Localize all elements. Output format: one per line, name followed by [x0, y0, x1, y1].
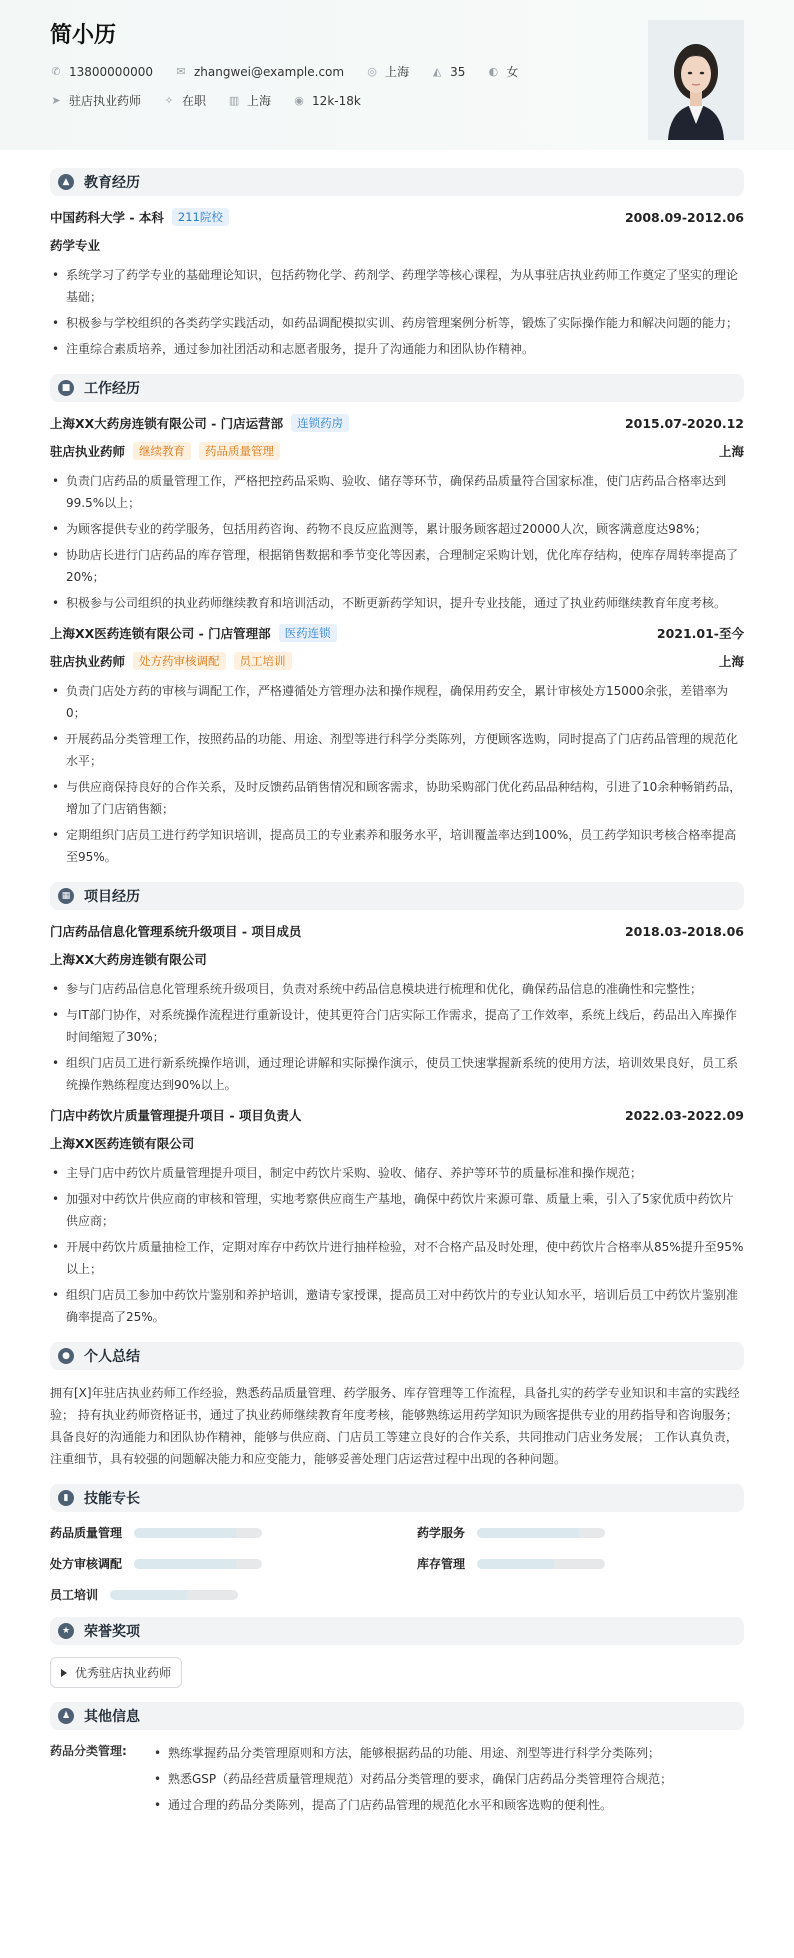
medal-icon: ★: [58, 1623, 74, 1639]
salary-item: [293, 94, 361, 108]
other-content: [50, 1742, 744, 1830]
location-text: 上海: [385, 65, 410, 79]
skill-item: [50, 1555, 377, 1572]
education-title: 教育经历: [84, 175, 140, 191]
award-text: 优秀驻店执业药师: [75, 1666, 172, 1680]
location-icon: ◎: [367, 64, 377, 78]
project-org: 上海XX医药连锁有限公司: [50, 1136, 195, 1151]
cake-icon: ◭: [432, 64, 442, 78]
school-tag: 211院校: [172, 208, 229, 226]
work-location: 上海: [718, 654, 744, 669]
award-chip: [50, 1657, 182, 1688]
project-date: 2022.03-2022.09: [624, 1107, 744, 1123]
gender-text: 女: [506, 65, 519, 79]
contact-row: [50, 63, 744, 80]
user-icon: ●: [58, 1348, 74, 1364]
list-item: • 积极参与公司组织的执业药师继续教育和培训活动，不断更新药学知识，提升专业技能，通过了执业药师继续教育年度考核。: [50, 592, 744, 614]
project-date: 2018.03-2018.06: [624, 923, 744, 939]
skill-name: 药品质量管理: [50, 1526, 123, 1540]
skill-bar: [110, 1590, 238, 1600]
project-bullets: [50, 978, 744, 1096]
skill-bar: [477, 1559, 605, 1569]
project-title: 门店中药饮片质量管理提升项目 - 项目负责人: [50, 1108, 302, 1123]
work-section: [50, 374, 744, 868]
skill-fill: [110, 1590, 187, 1600]
work-header: [50, 374, 744, 402]
skill-item: [50, 1524, 377, 1541]
graduation-cap-icon: ▲: [58, 174, 74, 190]
mail-icon: ✉: [176, 64, 186, 78]
skill-name: 药学服务: [417, 1526, 466, 1540]
phone-icon: ✆: [51, 64, 61, 78]
list-item: • 系统学习了药学专业的基础理论知识，包括药物化学、药剂学、药理学等核心课程，为从事驻店执业药师工作奠定了坚实的理论基础；: [50, 264, 744, 308]
list-item: • 组织门店员工进行新系统操作培训，通过理论讲解和实际操作演示，使员工快速掌握新系统的使用方法，培训效果良好，员工系统操作熟练程度达到90%以上。: [50, 1052, 744, 1096]
profile-photo: [648, 20, 744, 140]
skill-fill: [477, 1559, 554, 1569]
skills-grid: [50, 1524, 744, 1603]
salary-text: 12k-18k: [312, 93, 361, 108]
role-tag: 继续教育: [133, 442, 191, 460]
projects-title: 项目经历: [84, 889, 140, 905]
project-title-row: [50, 1106, 744, 1124]
list-item: • 积极参与学校组织的各类药学实践活动，如药品调配模拟实训、药房管理案例分析等，锻炼了实际操作能力和解决问题的能力；: [50, 312, 744, 334]
list-item: • 熟悉GSP（药品经营质量管理规范）对药品分类管理的要求，确保门店药品分类管理符合规范；: [152, 1768, 672, 1790]
list-item: • 负责门店处方药的审核与调配工作，严格遵循处方管理办法和操作规程，确保用药安全，累计审核处方15000余张，差错率为0；: [50, 680, 744, 724]
list-item: • 组织门店员工参加中药饮片鉴别和养护培训，邀请专家授课，提高员工对中药饮片的专业认知水平，培训后员工中药饮片鉴别准确率提高了25%。: [50, 1284, 744, 1328]
work-date: 2015.07-2020.12: [624, 415, 744, 431]
work-company-row: [50, 414, 744, 432]
play-icon: [61, 1669, 67, 1677]
location-item: [366, 63, 409, 80]
status-icon: ✧: [164, 93, 174, 107]
work-role-row: [50, 442, 744, 460]
briefcase-icon: ■: [58, 380, 74, 396]
summary-section: [50, 1342, 744, 1470]
project-org-row: [50, 1134, 744, 1152]
education-bullets: [50, 264, 744, 360]
job-title-text: 驻店执业药师: [69, 94, 142, 108]
awards-section: [50, 1617, 744, 1688]
list-item: • 负责门店药品的质量管理工作，严格把控药品采购、验收、储存等环节，确保药品质量符合国家标准，使门店药品合格率达到99.5%以上；: [50, 470, 744, 514]
other-section: [50, 1702, 744, 1830]
skill-name: 处方审核调配: [50, 1557, 123, 1571]
education-header: [50, 168, 744, 196]
work-role-left: [50, 652, 292, 670]
skill-fill: [134, 1528, 236, 1538]
city-item: [228, 92, 271, 109]
list-item: • 通过合理的药品分类陈列，提高了门店药品管理的规范化水平和顾客选购的便利性。: [152, 1794, 672, 1816]
skill-item: [417, 1555, 744, 1572]
work-bullets: [50, 680, 744, 868]
age-item: [431, 65, 465, 79]
person-icon: ♟: [58, 1708, 74, 1724]
send-icon: ➤: [51, 93, 61, 107]
awards-header: [50, 1617, 744, 1645]
email-text: zhangwei@example.com: [193, 64, 345, 79]
building-icon: ▥: [228, 93, 240, 107]
coin-icon: ◉: [294, 93, 304, 107]
resume-header: [0, 0, 794, 150]
summary-title: 个人总结: [84, 1349, 140, 1365]
list-item: • 参与门店药品信息化管理系统升级项目，负责对系统中药品信息模块进行梳理和优化，确保药品信息的准确性和完整性；: [50, 978, 744, 1000]
skill-bar: [134, 1559, 262, 1569]
skill-bar: [134, 1528, 262, 1538]
bar-chart-icon: ▮: [58, 1490, 74, 1506]
summary-header: [50, 1342, 744, 1370]
city-text: 上海: [247, 94, 272, 108]
skill-name: 库存管理: [417, 1557, 466, 1571]
other-label: 药品分类管理:: [50, 1744, 127, 1758]
email-item: [175, 65, 344, 79]
age-text: 35: [450, 64, 466, 79]
skill-name: 员工培训: [50, 1588, 99, 1602]
work-date: 2021.01-至今: [656, 626, 744, 641]
gender-item: [487, 63, 518, 80]
list-item: • 与供应商保持良好的合作关系，及时反馈药品销售情况和顾客需求，协助采购部门优化药品品种结构，引进了10余种畅销药品，增加了门店销售额；: [50, 776, 744, 820]
work-location: 上海: [718, 444, 744, 459]
company-name: 上海XX医药连锁有限公司 - 门店管理部: [50, 626, 271, 641]
skills-section: [50, 1484, 744, 1603]
projects-section: [50, 882, 744, 1328]
summary-text: 拥有[X]年驻店执业药师工作经验，熟悉药品质量管理、药学服务、库存管理等工作流程，具备扎实的药学专业知识和丰富的实践经验； 持有执业药师资格证书，通过了执业药师继续教育年度考核，能够熟练运用药学知识为顾客提供专业的用药指导和咨询服务； 具备良好的沟通能力和团队协作精神，能够与供应商、门店员工等建立良好的合作关系，共同推动门店业务发展； 工作认真负责，注重细节，具有较强的问题解决能力和应变能力，能够妥善处理门店运营过程中出现的各种问题。: [50, 1386, 740, 1466]
work-title: 工作经历: [84, 381, 140, 397]
list-item: • 定期组织门店员工进行药学知识培训，提高员工的专业素养和服务水平，培训覆盖率达到100%，员工药学知识考核合格率提高至95%。: [50, 824, 744, 868]
list-item: • 与IT部门协作，对系统操作流程进行重新设计，使其更符合门店实际工作需求，提高了工作效率，系统上线后，药品出入库操作时间缩短了30%；: [50, 1004, 744, 1048]
list-item: • 主导门店中药饮片质量管理提升项目，制定中药饮片采购、验收、储存、养护等环节的质量标准和操作规范；: [50, 1162, 744, 1184]
project-org: 上海XX大药房连锁有限公司: [50, 952, 207, 967]
list-item: • 熟练掌握药品分类管理原则和方法，能够根据药品的功能、用途、剂型等进行科学分类陈列；: [152, 1742, 672, 1764]
role-tag: 处方药审核调配: [133, 652, 226, 670]
status-text: 在职: [182, 94, 207, 108]
role-name: 驻店执业药师: [50, 654, 126, 669]
education-section: [50, 168, 744, 360]
project-title: 门店药品信息化管理系统升级项目 - 项目成员: [50, 924, 302, 939]
gender-icon: ◐: [488, 64, 499, 78]
skill-fill: [134, 1559, 236, 1569]
work-role-row: [50, 652, 744, 670]
role-tag: 药品质量管理: [199, 442, 280, 460]
project-bullets: [50, 1162, 744, 1328]
work-company-row: [50, 624, 744, 642]
company-tag: 医药连锁: [279, 624, 337, 642]
list-item: • 开展中药饮片质量抽检工作，定期对库存中药饮片进行抽样检验，对不合格产品及时处理，使中药饮片合格率从85%提升至95%以上；: [50, 1236, 744, 1280]
major-row: [50, 236, 744, 254]
portrait-image: [648, 20, 744, 140]
list-item: • 协助店长进行门店药品的库存管理，根据销售数据和季节变化等因素，合理制定采购计划，优化库存结构，使库存周转率提高了20%；: [50, 544, 744, 588]
skill-bar: [477, 1528, 605, 1538]
work-company-left: [50, 414, 349, 432]
work-role-left: [50, 442, 280, 460]
role-name: 驻店执业药师: [50, 444, 126, 459]
company-name: 上海XX大药房连锁有限公司 - 门店运营部: [50, 416, 284, 431]
list-item: • 为顾客提供专业的药学服务，包括用药咨询、药物不良反应监测等，累计服务顾客超过20000人次，顾客满意度达98%；: [50, 518, 744, 540]
phone-text: 13800000000: [69, 64, 153, 79]
phone-item: [50, 65, 153, 79]
skill-fill: [477, 1528, 579, 1538]
company-tag: 连锁药房: [291, 414, 349, 432]
candidate-name: 简小历: [50, 23, 117, 48]
school-name: 中国药科大学 - 本科: [50, 210, 164, 225]
resume-content: [0, 150, 794, 1830]
education-row: [50, 208, 744, 226]
projects-header: [50, 882, 744, 910]
work-bullets: [50, 470, 744, 614]
role-tag: 员工培训: [234, 652, 292, 670]
education-left: [50, 208, 229, 226]
other-title: 其他信息: [84, 1709, 140, 1725]
status-item: [163, 92, 206, 109]
project-title-row: [50, 922, 744, 940]
list-item: • 注重综合素质培养，通过参加社团活动和志愿者服务，提升了沟通能力和团队协作精神。: [50, 338, 744, 360]
skills-header: [50, 1484, 744, 1512]
other-bullets: [152, 1742, 672, 1820]
work-company-left: [50, 624, 337, 642]
other-header: [50, 1702, 744, 1730]
major-name: 药学专业: [50, 238, 101, 253]
list-item: • 加强对中药饮片供应商的审核和管理，实地考察供应商生产基地，确保中药饮片来源可靠、质量上乘，引入了5家优质中药饮片供应商；: [50, 1188, 744, 1232]
skill-item: [50, 1586, 377, 1603]
job-title-item: [50, 92, 141, 109]
education-date: 2008.09-2012.06: [624, 209, 744, 225]
skills-title: 技能专长: [84, 1491, 140, 1507]
skill-item: [417, 1524, 744, 1541]
grid-icon: ▦: [58, 888, 74, 904]
awards-title: 荣誉奖项: [84, 1624, 140, 1640]
list-item: • 开展药品分类管理工作，按照药品的功能、用途、剂型等进行科学分类陈列，方便顾客选购，同时提高了门店药品管理的规范化水平；: [50, 728, 744, 772]
project-org-row: [50, 950, 744, 968]
job-row: [50, 92, 744, 109]
